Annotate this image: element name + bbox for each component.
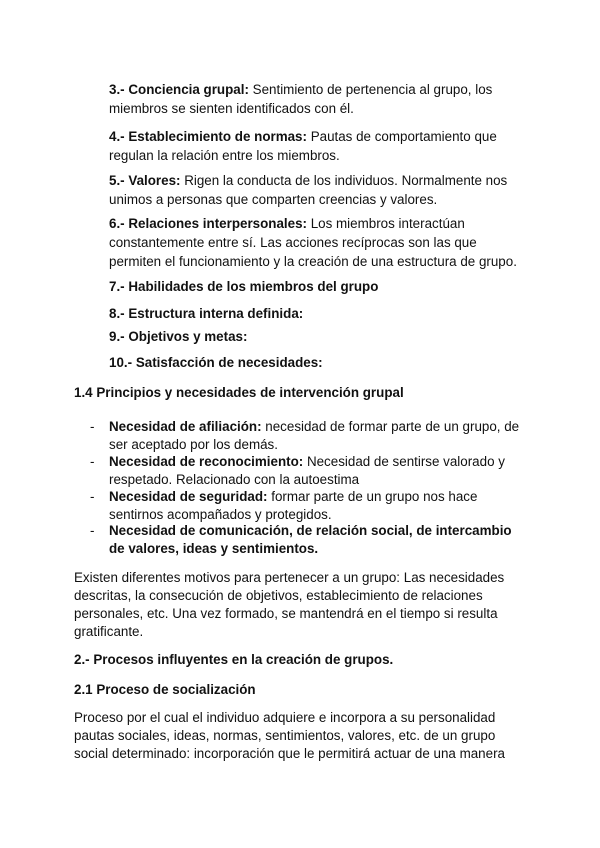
list-item-habilidades [109,277,529,296]
item-number: 5.- [109,173,125,188]
bullet-description: Necesidad de sentirse valorado y respetado. Relacionado con la autoestima [109,454,505,487]
list-item-conciencia-grupal [109,80,529,118]
item-term: Establecimiento de normas: [128,129,307,144]
item-number: 10.- [109,355,133,370]
section-heading-1-4: 1.4 Principios y necesidades de intervención grupal [74,385,404,400]
bullet-term: Necesidad de afiliación: [109,419,262,434]
item-term: Relaciones interpersonales: [128,216,307,231]
bullet-term: Necesidad de seguridad: [109,489,268,504]
bullet-item-reconocimiento [90,453,529,488]
bullet-item-comunicacion [90,522,529,557]
item-term: Estructura interna definida: [128,306,304,321]
bullet-description: formar parte de un grupo nos hace sentirnos acompañados y protegidos. [109,489,478,522]
bullet-description: necesidad de formar parte de un grupo, de ser aceptado por los demás. [109,419,520,452]
item-description: Los miembros interactúan constantemente entre sí. Las acciones recíprocas son las que permiten el funcionamiento y la creación de una estructura de grupo. [109,216,517,269]
bullet-item-afiliacion [90,418,529,453]
bullet-term: Necesidad de comunicación, de relación social, de intercambio de valores, ideas y sentimientos. [109,523,512,556]
list-item-satisfaccion-necesidades [109,353,529,372]
item-description: Rigen la conducta de los individuos. Normalmente nos unimos a personas que comparten creencias y valores. [109,173,508,207]
item-term: Conciencia grupal: [128,82,249,97]
list-item-valores [109,171,529,209]
item-term: Valores: [128,173,181,188]
paragraph-motives: Existen diferentes motivos para pertenecer a un grupo: Las necesidades descritas, la consecución de objetivos, establecimiento de relaciones personales, etc. Una vez formado, se mantendrá en el tiempo si resulta gratificante. [74,570,505,639]
item-number: 3.- [109,82,125,97]
item-number: 7.- [109,279,125,294]
list-item-relaciones-interpersonales [109,214,529,271]
section-heading-2: 2.- Procesos influyentes en la creación de grupos. [74,652,394,667]
list-item-estructura-interna [109,304,529,323]
item-description: Pautas de comportamiento que regulan la relación entre los miembros. [109,129,497,163]
bullet-dash: - [90,523,95,538]
bullet-item-seguridad [90,488,529,523]
bullet-term: Necesidad de reconocimiento: [109,454,304,469]
bullet-dash: - [90,419,95,434]
bullet-dash: - [90,489,95,504]
item-term: Satisfacción de necesidades: [135,355,323,370]
list-item-objetivos-metas [109,327,529,346]
item-term: Habilidades de los miembros del grupo [128,279,379,294]
item-number: 9.- [109,329,125,344]
item-term: Objetivos y metas: [128,329,248,344]
item-number: 4.- [109,129,125,144]
bullet-dash: - [90,454,95,469]
item-number: 8.- [109,306,125,321]
item-number: 6.- [109,216,125,231]
paragraph-socializacion: Proceso por el cual el individuo adquiere e incorpora a su personalidad pautas sociales, ideas, normas, sentimientos, valores, etc. de un grupo social determinado: incorporación que le permitirá actuar de una manera [74,710,505,761]
section-heading-2-1: 2.1 Proceso de socialización [74,682,256,697]
list-item-establecimiento-normas [109,127,529,165]
item-description: Sentimiento de pertenencia al grupo, los miembros se sienten identificados con él. [109,82,493,116]
